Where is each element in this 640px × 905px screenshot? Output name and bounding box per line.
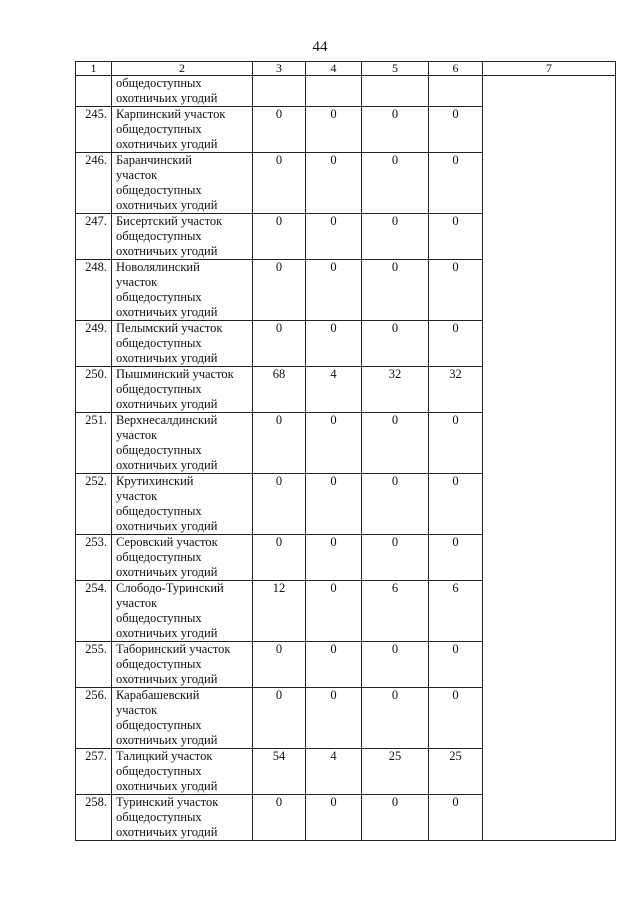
row-name-line: общедоступных [116,229,202,243]
row-name-line: Пелымский участок [116,321,223,335]
row-value-c3 [253,76,306,107]
row-name [112,688,253,749]
row-value-c3: 0 [253,260,306,321]
row-name [112,413,253,474]
table-body [76,62,616,841]
row-name-line: Крутихинский [116,474,194,488]
row-value-c5: 0 [362,535,429,581]
row-number: 246. [76,153,112,214]
row-name [112,795,253,841]
header-cell-1: 1 [76,62,112,76]
row-name-line: общедоступных [116,718,202,732]
row-name-line: участок [116,275,158,289]
row-name [112,581,253,642]
row-value-c4: 0 [306,214,362,260]
row-value-c5: 0 [362,688,429,749]
row-value-c4 [306,76,362,107]
row-value-c4: 0 [306,795,362,841]
header-cell-6: 6 [429,62,483,76]
row-name [112,367,253,413]
row-name [112,153,253,214]
row-name [112,76,253,107]
header-cell-4: 4 [306,62,362,76]
row-name-line: общедоступных [116,810,202,824]
row-value-c4: 0 [306,581,362,642]
row-name [112,260,253,321]
row-value-c6: 0 [429,260,483,321]
row-name-line: общедоступных [116,382,202,396]
row-name-line: общедоступных [116,657,202,671]
row-value-c5: 0 [362,795,429,841]
row-name-line: Новолялинский [116,260,200,274]
row-value-c4: 0 [306,642,362,688]
row-value-c4: 0 [306,107,362,153]
row-name-line: охотничьих угодий [116,244,218,258]
row-name-line: общедоступных [116,504,202,518]
row-value-c6: 6 [429,581,483,642]
row-value-c6: 0 [429,321,483,367]
row-value-c5: 0 [362,474,429,535]
row-value-c5: 0 [362,260,429,321]
row-number: 252. [76,474,112,535]
row-name-line: охотничьих угодий [116,733,218,747]
row-value-c5: 0 [362,214,429,260]
row-number: 257. [76,749,112,795]
row-name-line: охотничьих угодий [116,351,218,365]
row-value-c6: 0 [429,535,483,581]
row-value-c6: 0 [429,107,483,153]
row-number: 250. [76,367,112,413]
row-value-c4: 0 [306,260,362,321]
row-number: 248. [76,260,112,321]
row-name-line: охотничьих угодий [116,672,218,686]
row-name-line: общедоступных [116,122,202,136]
row-value-c4: 0 [306,413,362,474]
row-number: 249. [76,321,112,367]
row-value-c4: 0 [306,153,362,214]
row-value-c4: 0 [306,535,362,581]
row-value-c5: 0 [362,153,429,214]
row-name-line: охотничьих угодий [116,305,218,319]
row-name-line: Слободо-Туринский [116,581,224,595]
header-cell-2: 2 [112,62,253,76]
column-7-cell [483,76,616,841]
row-value-c6: 0 [429,474,483,535]
row-name-line: охотничьих угодий [116,137,218,151]
row-value-c6: 25 [429,749,483,795]
row-value-c6: 0 [429,795,483,841]
row-value-c3: 0 [253,321,306,367]
row-value-c3: 0 [253,214,306,260]
row-name-line: участок [116,168,158,182]
row-value-c3: 0 [253,688,306,749]
row-number: 258. [76,795,112,841]
row-value-c3: 54 [253,749,306,795]
row-name [112,535,253,581]
row-name-line: охотничьих угодий [116,825,218,839]
row-number: 247. [76,214,112,260]
row-name-line: охотничьих угодий [116,565,218,579]
row-value-c3: 0 [253,153,306,214]
row-name [112,642,253,688]
row-name-line: охотничьих угодий [116,779,218,793]
row-name-line: охотничьих угодий [116,397,218,411]
row-value-c4: 0 [306,474,362,535]
row-value-c5: 0 [362,321,429,367]
row-name-line: общедоступных [116,443,202,457]
row-number: 254. [76,581,112,642]
row-number [76,76,112,107]
row-name-line: охотничьих угодий [116,519,218,533]
row-number: 245. [76,107,112,153]
row-value-c6: 0 [429,153,483,214]
row-name-line: участок [116,703,158,717]
row-name [112,214,253,260]
data-table [75,61,616,841]
row-value-c3: 0 [253,795,306,841]
row-name-line: общедоступных [116,611,202,625]
row-name-line: участок [116,596,158,610]
row-value-c6 [429,76,483,107]
row-number: 256. [76,688,112,749]
row-value-c4: 4 [306,367,362,413]
table-row [76,76,616,107]
header-cell-7: 7 [483,62,616,76]
row-value-c5 [362,76,429,107]
row-value-c6: 0 [429,642,483,688]
row-value-c3: 0 [253,535,306,581]
row-name-line: охотничьих угодий [116,198,218,212]
row-name-line: Верхнесалдинский [116,413,218,427]
row-value-c5: 0 [362,107,429,153]
row-value-c4: 0 [306,688,362,749]
row-number: 253. [76,535,112,581]
row-name-line: участок [116,489,158,503]
row-name-line: охотничьих угодий [116,458,218,472]
row-name-line: охотничьих угодий [116,626,218,640]
row-name-line: общедоступных [116,76,202,90]
row-value-c3: 0 [253,642,306,688]
row-name [112,107,253,153]
row-value-c6: 0 [429,413,483,474]
row-name-line: общедоступных [116,336,202,350]
row-name-line: общедоступных [116,183,202,197]
row-value-c3: 0 [253,474,306,535]
row-number: 251. [76,413,112,474]
table-header-row [76,62,616,76]
row-name-line: Таборинский участок [116,642,231,656]
page-number: 44 [312,39,328,55]
row-name [112,321,253,367]
row-name [112,749,253,795]
row-name-line: Талицкий участок [116,749,213,763]
row-value-c5: 25 [362,749,429,795]
row-name-line: общедоступных [116,764,202,778]
row-value-c5: 0 [362,413,429,474]
row-name [112,474,253,535]
row-value-c3: 0 [253,413,306,474]
row-value-c3: 0 [253,107,306,153]
row-name-line: Пышминский участок [116,367,234,381]
header-cell-3: 3 [253,62,306,76]
row-name-line: Серовский участок [116,535,218,549]
row-number: 255. [76,642,112,688]
row-name-line: Бисертский участок [116,214,223,228]
row-value-c3: 12 [253,581,306,642]
header-cell-5: 5 [362,62,429,76]
row-name-line: Туринский участок [116,795,219,809]
row-value-c5: 32 [362,367,429,413]
row-name-line: общедоступных [116,290,202,304]
row-value-c5: 0 [362,642,429,688]
row-name-line: участок [116,428,158,442]
row-value-c5: 6 [362,581,429,642]
row-value-c3: 68 [253,367,306,413]
row-value-c6: 0 [429,688,483,749]
row-name-line: охотничьих угодий [116,91,218,105]
row-name-line: Карабашевский [116,688,200,702]
row-name-line: Баранчинский [116,153,192,167]
row-value-c6: 32 [429,367,483,413]
row-value-c4: 0 [306,321,362,367]
row-name-line: общедоступных [116,550,202,564]
row-value-c6: 0 [429,214,483,260]
row-name-line: Карпинский участок [116,107,226,121]
row-value-c4: 4 [306,749,362,795]
